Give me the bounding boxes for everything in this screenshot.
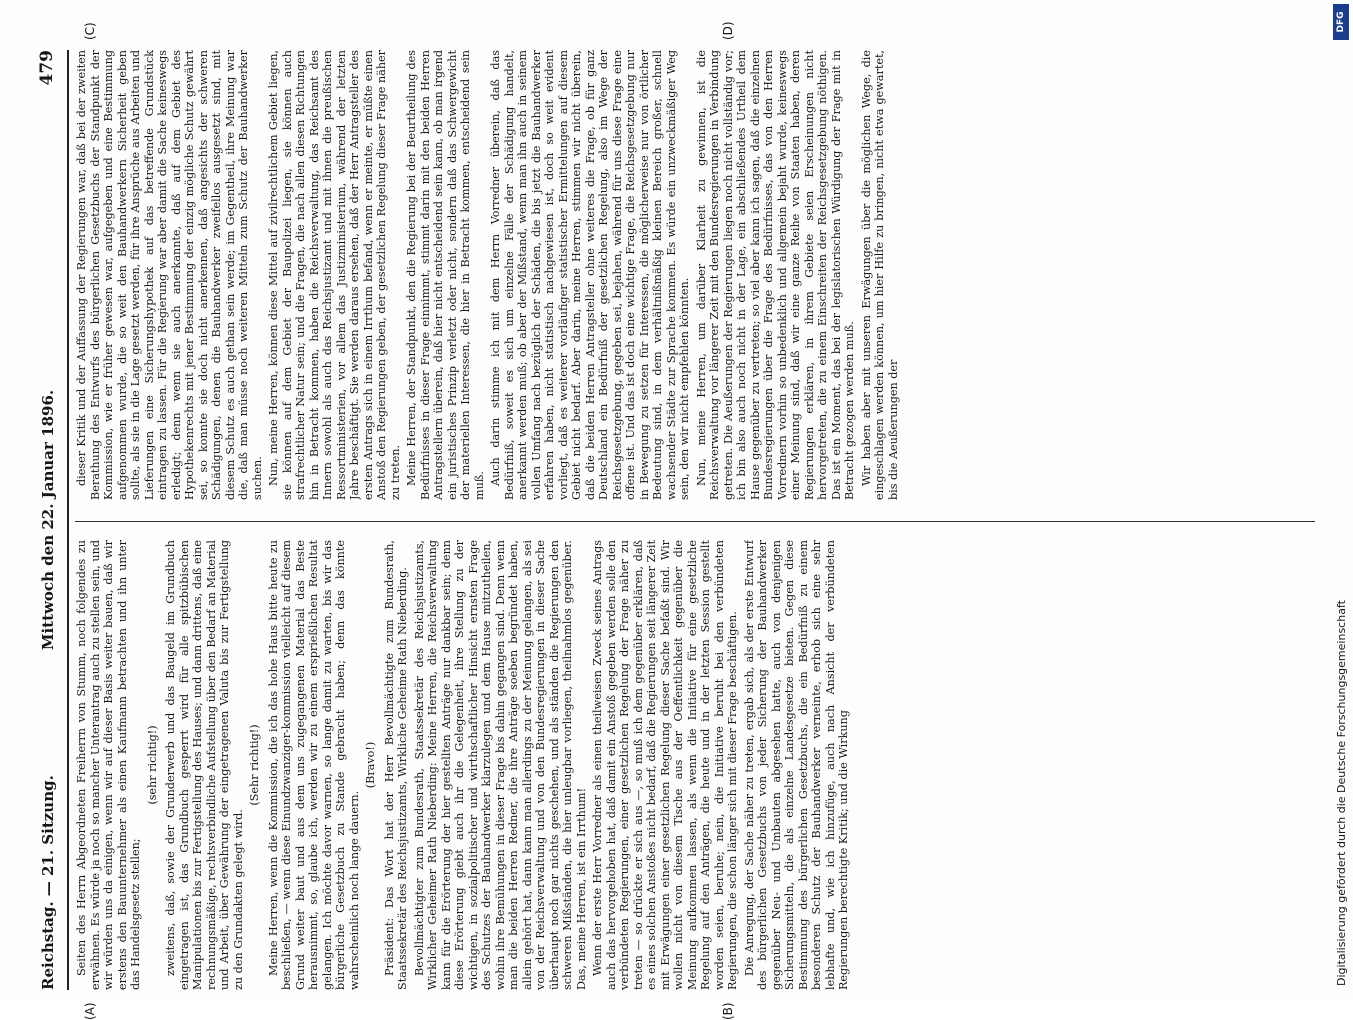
page-number: 479	[37, 50, 57, 86]
paragraph: Seiten des Herrn Abgeordneten Freiherrn von Stumm, noch folgendes zu erwähnen. Es würde ja noch so mancher Unterantrag auch zu stellen sein, und wir würden uns da einigen, wenn wir auf dieser Basis weiter bauen, daß wir erstens den Bauunternehmer als einen Kaufmann betrachten und ihn unter das Handelsgesetz stellen;	[75, 540, 142, 990]
header-session: Reichstag. — 21. Sitzung.	[39, 775, 57, 990]
paragraph: Auch darin stimme ich mit dem Herrn Vorredner überein, daß das Bedürfniß, soweit es sich um einzelne Fälle der Schädigung handelt, anerkannt werden muß; ob aber der Mißstand, wenn man ihn auch in seinem vollen Umfang nach bezüglich der Schäden, die bis jetzt die Bauhandwerker erfahren haben, nicht statistisch nachgewiesen ist, doch so weit evident vorliegt, daß es weiterer vorläufiger statistischer Ermittelungen auf diesem Gebiet nicht bedarf. Aber darin, meine Herren, stimmen wir nicht überein, daß die beiden Herren Antragsteller ohne weiteres die Frage, ob für ganz Deutschland ein Bedürfniß der gesetzlichen Regelung, also im Wege der Reichsgesetzgebung, gegeben sei, bejahen, während für uns diese Frage eine offene ist. Und das ist doch eine wichtige Frage, die Reichsgesetzgebung nur in Bewegung zu setzen für Interessen, die möglicherweise nur von örtlicher Bedeutung sind, in dem verhältnißmäßig kleinen Bereich großer, schnell wachsender Städte zur Sprache kommen. Es würde ein unzweckmäßiger Weg sein, den wir nicht empfehlen könnten.	[489, 50, 691, 500]
margin-marker-a: (A)	[83, 1002, 97, 1020]
paragraph: dieser Kritik und der Auffassung der Regierungen war, daß bei der zweiten Berathung des Entwurfs des bürgerlichen Gesetzbuchs der Standpunkt der Kommission, wie er früher gewesen war, aufgegeben und eine Bestimmung aufgenommen wurde, die so weit den Bauhandwerkern Sicherheit geben sollte, als sie in die Lage gesetzt werden, für ihre Ansprüche aus Arbeiten und Lieferungen eine Sicherungshypothek auf das betreffende Grundstück eintragen zu lassen. Für die Regierung war aber damit die Sache keineswegs erledigt; denn wenn sie auch anerkannte, daß auf dem Gebiet des Hypothekenrechts mit jener Bestimmung der einzig mögliche Schutz gewährt sei, so konnte sie doch nicht anerkennen, daß angesichts der schweren Schädigungen, denen die Bauhandwerker zweifellos ausgesetzt sind, mit diesem Schutz es auch gethan sein werde; im Gegentheil, ihre Meinung war die, daß man müsse noch weiteren Mitteln zum Schutz der Bauhandwerker suchen.	[75, 50, 264, 500]
column-divider	[75, 521, 1315, 522]
paragraph: Nun, meine Herren, um darüber Klarheit zu gewinnen, ist die Reichsverwaltung vor längerer Zeit mit den Bundesregierungen in Verbindung getreten. Die Aeußerungen der Regierungen liegen noch nicht vollständig vor; ich bin also auch noch nicht in der Lage, ein abschließendes Urtheil dem Hause gegenüber zu vertreten; so viel aber kann ich sagen, daß die einzelnen Bundesregierungen über die Frage des Bedürfnisses, das von den Herren Vorrednern vorhin so unbedenklich und allgemein bejaht wurde, keineswegs einer Meinung sind, daß wir eine ganze Reihe von Staaten haben, deren Regierungen erklären, in ihrem Gebiete seien Erscheinungen nicht hervorgetreten, die zu einem Einschreiten der Reichsgesetzgebung nöthigen. Das ist ein Moment, das bei der legislatorischen Würdigung der Frage mit in Betracht gezogen werden muß.	[694, 50, 856, 500]
dfg-logo: DFG	[1333, 4, 1349, 40]
paragraph: Bevollmächtigter zum Bundesrath, Staatssekretär des Reichsjustizamts, Wirklicher Geheimer Rath Nieberding: Meine Herren, die Reichsverwaltung kann für die Erörterung der hier gestellten Anträge nur dankbar sein; denn diese Erörterung giebt auch ihr die Gelegenheit, ihre Stellung zu der wichtigen, in sozialpolitischer und wirthschaftlicher Hinsicht ernsten Frage des Schutzes der Bauhandwerker klarzulegen und dem Hause mitzutheilen, wohin ihre Bemühungen in dieser Frage bis dahin gegangen sind. Denn wenn man die beiden Herren Redner, die ihre Anträge soeben begründet haben, allein gehört hat, dann kann man allerdings zu der Meinung gelangen, als sei von der Reichsverwaltung und von den Bundesregierungen in dieser Sache überhaupt noch gar nichts geschehen, und als ständen die Regierungen den schweren Mißständen, die hier unleugbar vorliegen, theilnahmlos gegenüber. Das, meine Herren, ist ein Irrthum!	[412, 540, 588, 990]
paragraph: Die Anregung, der Sache näher zu treten, ergab sich, als der erste Entwurf des bürgerlichen Gesetzbuchs von jeder Sicherung der Bauhandwerker gegenüber Neu- und Umbauten abgesehen hatte, auch von denjenigen Sicherungsmitteln, die als einzelne Landesgesetze bieten. Gegen diese Bestimmung des bürgerlichen Gesetzbuchs, die ein Bedürfniß zu einem besonderen Schutz der Bauhandwerker verneinte, erhob sich eine sehr lebhafte und, wie ich hinzufüge, auch nach Ansicht der verbündeten Regierungen berechtigte Kritik; und die Wirkung	[742, 540, 850, 990]
page-header	[31, 50, 71, 990]
paragraph: Meine Herren, der Standpunkt, den die Regierung bei der Beurtheilung des Bedürfnisses in dieser Frage einnimmt, stimmt darin mit den beiden Herren Antragstellern überein, daß hier nicht entscheidend sein kann, ob man irgend ein juristisches Prinzip verletzt oder nicht, sondern daß das Schwergewicht der materiellen Interessen, die hier in Betracht kommen, entscheidend sein muß.	[405, 50, 486, 500]
paragraph: Präsident: Das Wort hat der Herr Bevollmächtigte zum Bundesrath, Staatssekretär des Reichsjustizamts, Wirkliche Geheime Rath Nieberding.	[382, 540, 409, 990]
credit-text: Digitalisierung gefördert durch die Deutsche Forschungsgemeinschaft	[1335, 600, 1348, 986]
left-column	[75, 540, 1315, 990]
paragraph: zweitens, daß, sowie der Grunderwerb und das Baugeld im Grundbuch eingetragen ist, das Grundbuch gesperrt wird für alle spitzbübischen Manipulationen bis zur Fertigstellung des Hauses; und dann drittens, daß eine rechnungsmäßige, rechtsverbindliche Aufstellung über den Bedarf an Material und Arbeit, über Gewährung der eingetragenen Valuta bis zur Fertigstellung zu den Grundakten gelegt wird.	[164, 540, 245, 990]
paragraph: Meine Herren, wenn die Kommission, die ich das hohe Haus bitte heute zu beschließen, — wenn diese Einundzwanziger-kommission vielleicht auf diesem Grund weiter baut und aus dem uns zugegangenen Material das Beste herausnimmt, so, glaube ich, werden wir zu einem ersprießlichen Resultat gelangen. Ich möchte davor warnen, so lange damit zu warten, bis wir das bürgerliche Gesetzbuch zu Stande gebracht haben; denn das könnte wahrscheinlich noch lange dauern.	[266, 540, 361, 990]
paragraph: Nun, meine Herren, können diese Mittel auf zivilrechtlichem Gebiet liegen, sie können auf dem Gebiet der Baupolizei liegen, sie können auch strafrechtlicher Natur sein; und die Fragen, die nach allen diesen Richtungen hin in Betracht kommen, haben die Reichsverwaltung, das Reichsamt des Innern sowohl als auch das Reichsjustizamt und mit ihnen die preußischen Ressortministerien, vor allem das Justizministerium, während der letzten Jahre beschäftigt. Sie werden daraus ersehen, daß der Herr Antragsteller des ersten Antrags sich in einem Irrthum befand, wenn er meinte, er müßte einen Anstoß den Regierungen geben, der gesetzlichen Regelung dieser Frage näher zu treten.	[267, 50, 402, 500]
paragraph: (sehr richtig!)	[145, 725, 159, 805]
digitization-credit	[1332, 0, 1352, 990]
paragraph: Wenn der erste Herr Vorredner als einen theilweisen Zweck seines Antrags auch das hervorgehoben hat, daß damit ein Anstoß gegeben werden solle den verbündeten Regierungen, einer gesetzlichen Regelung der Frage näher zu treten — so drückte er sich aus —, so muß ich dem gegenüber erklären, daß es eines solchen Anstoßes nicht bedarf, daß die Regierungen seit längerer Zeit mit Erwägungen einer gesetzlichen Regelung dieser Sache befaßt sind. Wir wollen nicht von diesem Tische aus der Oeffentlichkeit gegenüber die Meinung aufkommen lassen, als wenn die Initiative für eine gesetzliche Regelung auf den Anträgen, die heute und in der letzten Session gestellt worden seien, beruhe; nein, die Initiative beruht bei den verbündeten Regierungen, die schon länger sich mit dieser Frage beschäftigen.	[591, 540, 739, 990]
right-column	[75, 50, 1315, 500]
margin-marker-b: (B)	[721, 1002, 735, 1020]
margin-marker-c: (C)	[83, 22, 97, 40]
paragraph: (Sehr richtig!)	[248, 724, 261, 806]
header-date: Mittwoch den 22. Januar 1896.	[39, 389, 57, 651]
rotated-page	[31, 21, 1331, 1020]
paragraph: Wir haben aber mit unseren Erwägungen über die möglichen Wege, die eingeschlagen werden können, um hier Hilfe zu bringen, nicht etwa gewartet, bis die Aeußerungen der	[859, 50, 900, 500]
margin-marker-d: (D)	[721, 21, 735, 40]
header-rule	[67, 50, 69, 990]
paragraph: (Bravo!)	[364, 741, 377, 789]
